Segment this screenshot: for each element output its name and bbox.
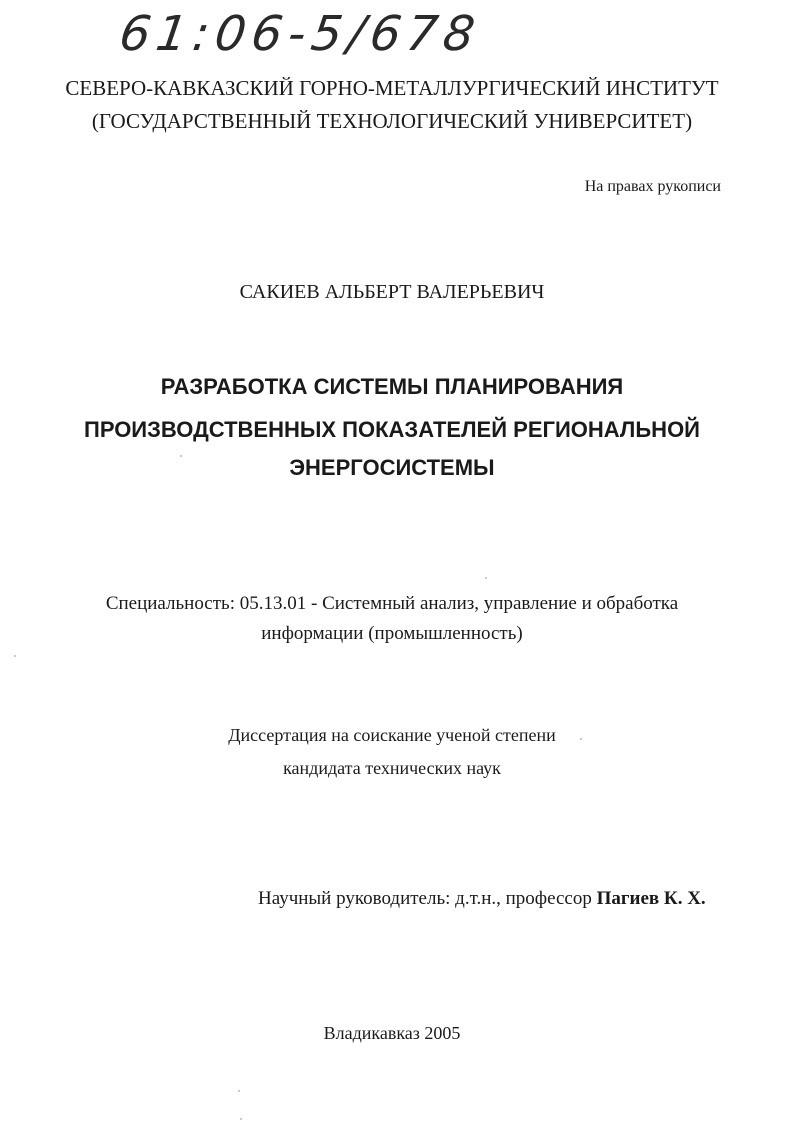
city-year: Владикавказ 2005	[323, 1023, 461, 1043]
institution-name-line1: СЕВЕРО-КАВКАЗСКИЙ ГОРНО-МЕТАЛЛУРГИЧЕСКИЙ ИНСТИТУТ	[65, 76, 719, 100]
rights-note: На правах рукописи	[584, 178, 721, 195]
thesis-title-line2: ПРОИЗВОДСТВЕННЫХ ПОКАЗАТЕЛЕЙ РЕГИОНАЛЬНОЙ	[84, 417, 700, 442]
dissertation-line2: кандидата технических наук	[283, 758, 501, 778]
thesis-title-line3: ЭНЕРГОСИСТЕМЫ	[289, 455, 495, 480]
scan-speck	[485, 577, 487, 579]
specialty-line2: информации (промышленность)	[261, 623, 523, 644]
scientific-advisor	[258, 888, 706, 910]
scan-speck	[238, 1090, 240, 1092]
advisor-name: Пагиев К. Х.	[596, 888, 706, 909]
handwritten-catalog-mark: 61:06-5/678	[116, 6, 484, 62]
dissertation-line1: Диссертация на соискание ученой степени	[228, 725, 556, 745]
author-name: САКИЕВ АЛЬБЕРТ ВАЛЕРЬЕВИЧ	[239, 281, 545, 303]
institution-name-line2: (ГОСУДАРСТВЕННЫЙ ТЕХНОЛОГИЧЕСКИЙ УНИВЕРСИТЕТ)	[91, 109, 693, 133]
advisor-label: Научный руководитель: д.т.н., профессор	[258, 888, 597, 909]
scan-speck	[180, 455, 182, 457]
scan-speck	[580, 738, 582, 740]
specialty-line1: Специальность: 05.13.01 - Системный анализ, управление и обработка	[105, 593, 679, 614]
thesis-title-line1: РАЗРАБОТКА СИСТЕМЫ ПЛАНИРОВАНИЯ	[160, 374, 624, 399]
scan-speck	[240, 1118, 242, 1120]
scan-speck	[14, 655, 16, 657]
